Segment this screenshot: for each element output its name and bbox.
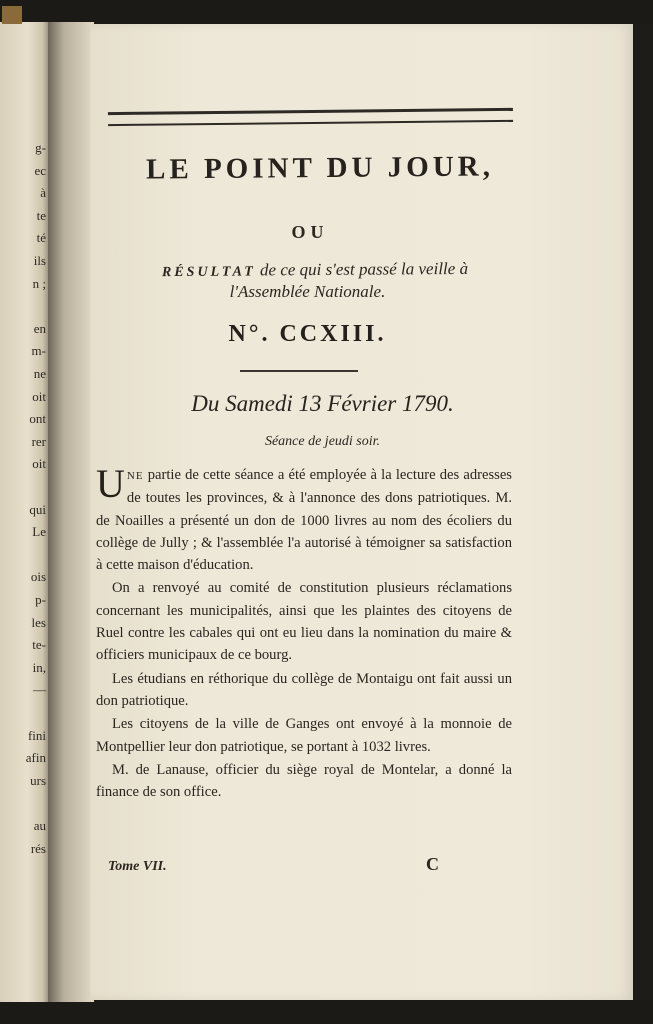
paragraph-3: Les étudians en réthorique du collège de Montaigu ont fait aussi un don patriotique. (96, 670, 512, 709)
left-page-fragment: urs (30, 772, 46, 788)
left-page-fragment: en (33, 320, 46, 336)
left-page-fragment: n ; (32, 275, 46, 291)
left-page-fragment: oit (32, 388, 46, 404)
left-page-fragment: les (31, 614, 46, 630)
left-page-fragment: ne (33, 366, 46, 381)
left-page-fragment: te- (32, 637, 46, 653)
subtitle-rest: de ce qui s'est passé la veille à (255, 258, 469, 280)
paragraph-4: Les citoyens de la ville de Ganges ont envoyé à la monnoie de Montpellier leur don patriotique, se portant à 1032 livres. (96, 716, 512, 755)
volume-label: Tome VII. (108, 859, 167, 874)
left-page-fragment: rés (30, 840, 46, 856)
page-title: LE POINT DU JOUR, (145, 150, 495, 186)
book-gutter (48, 22, 94, 1002)
subtitle-line-2: l'Assemblée Nationale. (229, 282, 386, 301)
left-page-fragment: in, (32, 659, 46, 675)
subtitle-line-1 (110, 259, 520, 282)
left-page-fragment: ec (34, 162, 46, 178)
paragraph-2: On a renvoyé au comité de constitution plusieurs réclamations concernant les municipalités, ainsi que les plaintes des citoyens de Ruel contre les cabales qui ont eu lieu dans la nomination du maire & officiers municipaux de ce bourg. (96, 580, 512, 664)
issue-number: N°. CCXIII. (228, 321, 387, 347)
left-page-fragment: m- (31, 343, 46, 359)
left-page-fragment: au (33, 818, 46, 833)
page-tab-marker (2, 6, 22, 24)
left-page-fragment: à (40, 185, 46, 201)
left-page-fragment: ois (30, 569, 46, 585)
left-page-fragment: p- (35, 592, 46, 607)
left-page-fragment: — (33, 682, 46, 698)
first-word-rest: NE (126, 470, 144, 482)
left-page-fragment: ont (29, 411, 46, 427)
header-double-rule (108, 108, 513, 126)
previous-page-edge (0, 22, 50, 1002)
left-page-fragment: rer (31, 433, 46, 449)
document-page (90, 24, 633, 1000)
left-page-fragment: g- (35, 140, 46, 155)
article-body (96, 461, 512, 803)
paragraph-1 (96, 461, 512, 576)
left-page-fragment: té (36, 230, 46, 246)
left-page-fragment: te (36, 207, 46, 223)
section-divider (240, 370, 358, 372)
left-page-fragment: Le (32, 524, 46, 540)
signature-mark: C (426, 854, 439, 874)
left-page-fragment: qui (29, 501, 46, 517)
drop-cap: U (96, 461, 125, 506)
paragraph-1-text: partie de cette séance a été employée à la lecture des adresses de toutes les provinces, & à l'annonce des dons patriotiques. M. de Noailles a présenté un don de 1000 livres au nom des écoliers du collège de Jully ; & l'assemblée l'a autorisé à témoigner sa satisfaction à cette maison d'éducation. (96, 467, 512, 574)
subtitle-lead-word: RÉSULTAT (161, 264, 256, 281)
left-page-fragment: ils (33, 253, 46, 268)
right-background-edge (633, 24, 653, 1000)
left-page-fragment: fini (27, 727, 46, 743)
session-heading: Séance de jeudi soir. (264, 434, 381, 449)
issue-date: Du Samedi 13 Février 1790. (191, 391, 454, 416)
paragraph-5: M. de Lanause, officier du siège royal de Montelar, a donné la finance de son office. (96, 761, 512, 801)
left-page-fragment: afin (25, 750, 46, 766)
left-page-fragment: oit (32, 456, 46, 472)
title-connector: OU (291, 222, 329, 242)
